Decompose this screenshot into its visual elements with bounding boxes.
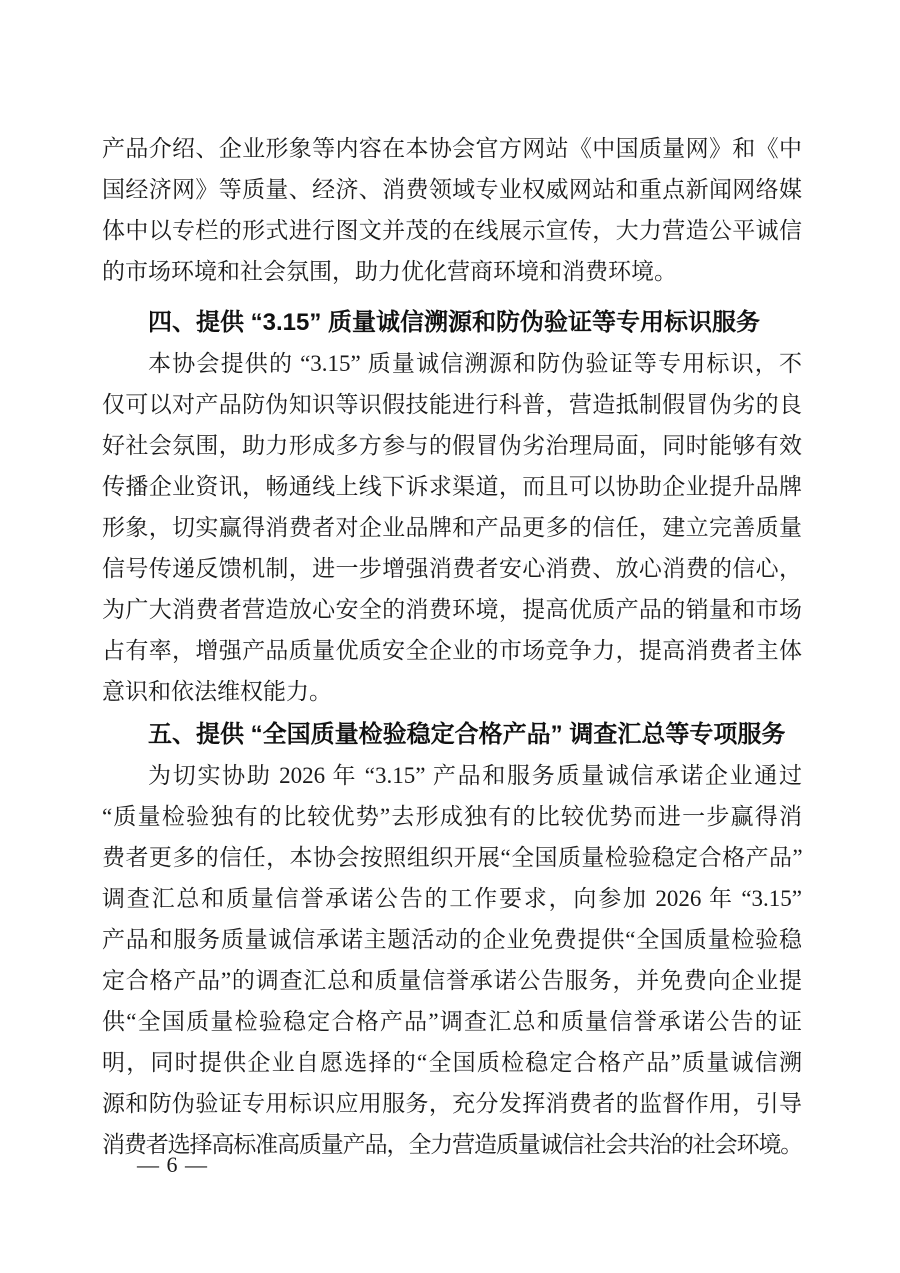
body-text-line: 调查汇总和质量信誉承诺公告的工作要求，向参加 2026 年 “3.15”	[102, 886, 802, 911]
section-heading-four: 四、提供 “3.15” 质量诚信溯源和防伪验证等专用标识服务	[148, 309, 761, 336]
page-number: — 6 —	[137, 1152, 208, 1177]
body-text-line: 信号传递反馈机制，进一步增强消费者安心消费、放心消费的信心，	[102, 556, 802, 581]
body-text-line: 为广大消费者营造放心安全的消费环境，提高优质产品的销量和市场	[102, 597, 802, 622]
body-text-line: “质量检验独有的比较优势”去形成独有的比较优势而进一步赢得消	[102, 804, 802, 829]
body-text-line: 占有率，增强产品质量优质安全企业的市场竞争力，提高消费者主体	[102, 638, 802, 663]
body-text-line: 意识和依法维权能力。	[102, 679, 332, 704]
body-text-line: 消费者选择高标准高质量产品，全力营造质量诚信社会共治的社会环境。	[102, 1132, 802, 1157]
body-text-line: 好社会氛围，助力形成多方参与的假冒伪劣治理局面，同时能够有效	[102, 433, 802, 458]
section-heading-five: 五、提供 “全国质量检验稳定合格产品” 调查汇总等专项服务	[148, 721, 786, 748]
body-text-line: 为切实协助 2026 年 “3.15” 产品和服务质量诚信承诺企业通过	[148, 763, 802, 788]
body-text-line: 源和防伪验证专用标识应用服务，充分发挥消费者的监督作用，引导	[102, 1091, 802, 1116]
body-text-line: 产品介绍、企业形象等内容在本协会官方网站《中国质量网》和《中	[102, 136, 802, 161]
body-text-line: 的市场环境和社会氛围，助力优化营商环境和消费环境。	[102, 259, 677, 284]
body-text-line: 定合格产品”的调查汇总和质量信誉承诺公告服务，并免费向企业提	[102, 968, 802, 993]
body-text-line: 本协会提供的 “3.15” 质量诚信溯源和防伪验证等专用标识，不	[148, 351, 802, 376]
body-text-line: 明，同时提供企业自愿选择的“全国质检稳定合格产品”质量诚信溯	[102, 1050, 802, 1075]
body-text-line: 传播企业资讯，畅通线上线下诉求渠道，而且可以协助企业提升品牌	[102, 474, 802, 499]
body-text-line: 供“全国质量检验稳定合格产品”调查汇总和质量信誉承诺公告的证	[102, 1009, 802, 1034]
body-text-line: 费者更多的信任，本协会按照组织开展“全国质量检验稳定合格产品”	[102, 845, 802, 870]
body-text-line: 国经济网》等质量、经济、消费领域专业权威网站和重点新闻网络媒	[102, 177, 802, 202]
body-text-line: 形象，切实赢得消费者对企业品牌和产品更多的信任，建立完善质量	[102, 515, 802, 540]
body-text-line: 仅可以对产品防伪知识等识假技能进行科普，营造抵制假冒伪劣的良	[102, 392, 802, 417]
document-content	[102, 128, 802, 1165]
body-text-line: 产品和服务质量诚信承诺主题活动的企业免费提供“全国质量检验稳	[102, 927, 802, 952]
body-text-line: 体中以专栏的形式进行图文并茂的在线展示宣传，大力营造公平诚信	[102, 218, 802, 243]
